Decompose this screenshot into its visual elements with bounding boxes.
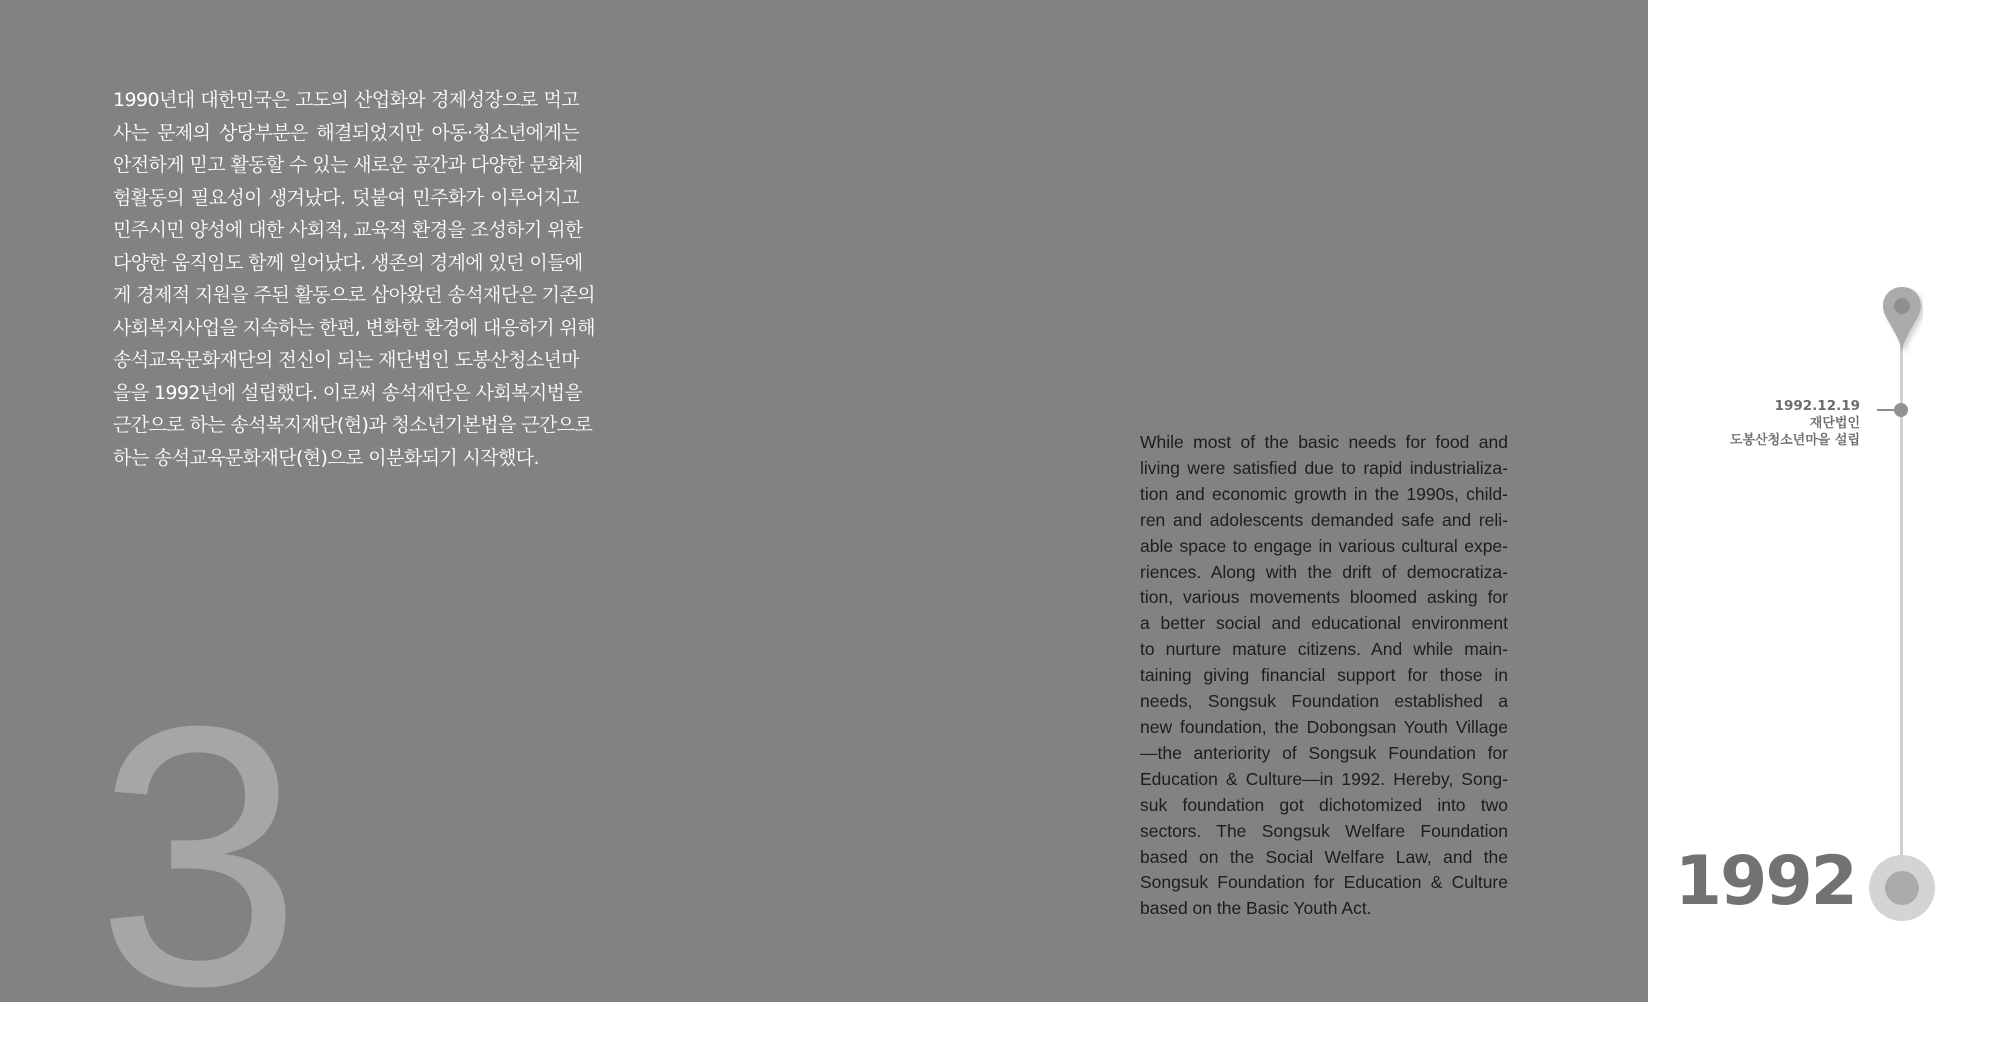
en-line: sectors. The Songsuk Welfare Foundation (1140, 820, 1508, 841)
en-line: based on the Social Welfare Law, and the (1140, 846, 1508, 867)
en-line: Education & Culture—in 1992. Hereby, Song- (1140, 768, 1508, 789)
timeline-line (1900, 345, 1903, 865)
en-line: new foundation, the Dobongsan Youth Village (1140, 716, 1508, 737)
event-line2: 도봉산청소년마을 설립 (1729, 433, 1860, 448)
en-line: tion and economic growth in the 1990s, child- (1140, 483, 1508, 504)
event-line1: 재단법인 (1809, 416, 1860, 431)
en-line: based on the Basic Youth Act. (1140, 898, 1372, 919)
ko-line: 송석교육문화재단의 전신이 되는 재단법인 도봉산청소년마 (113, 349, 579, 371)
timeline-event (1730, 398, 1860, 449)
ko-line: 게 경제적 지원을 주된 활동으로 삼아왔던 송석재단은 기존의 (113, 284, 595, 306)
en-line: Songsuk Foundation for Education & Culture (1140, 872, 1508, 893)
year-marker-inner (1885, 871, 1919, 905)
en-line: able space to engage in various cultural expe- (1140, 535, 1508, 556)
en-line: to nurture mature citizens. And while main- (1140, 639, 1508, 660)
en-line: needs, Songsuk Foundation established a (1140, 691, 1508, 712)
event-dot (1894, 403, 1908, 417)
en-line: tion, various movements bloomed asking for (1140, 587, 1508, 608)
en-line: While most of the basic needs for food and (1140, 432, 1508, 452)
timeline-year: 1992 (1674, 842, 1856, 921)
ko-line: 사는 문제의 상당부분은 해결되었지만 아동·청소년에게는 (113, 121, 579, 144)
english-paragraph (1140, 430, 1508, 922)
en-line: ren and adolescents demanded safe and reli- (1140, 509, 1508, 530)
en-line: —the anteriority of Songsuk Foundation for (1140, 742, 1508, 763)
event-date: 1992.12.19 (1774, 398, 1860, 414)
ko-line: 근간으로 하는 송석복지재단(현)과 청소년기본법을 근간으로 (113, 414, 593, 436)
en-line: suk foundation got dichotomized into two (1140, 794, 1508, 815)
korean-paragraph (113, 84, 595, 474)
en-line: living were satisfied due to rapid industrializa- (1140, 457, 1508, 478)
en-line: a better social and educational environment (1140, 613, 1508, 634)
ko-line: 을을 1992년에 설립했다. 이로써 송석재단은 사회복지법을 (113, 381, 583, 404)
section-number: 3 (96, 650, 292, 1063)
ko-line: 1990년대 대한민국은 고도의 산업화와 경제성장으로 먹고 (113, 89, 579, 111)
en-line: riences. Along with the drift of democratiza- (1140, 561, 1508, 582)
ko-line: 사회복지사업을 지속하는 한편, 변화한 환경에 대응하기 위해 (113, 316, 595, 339)
en-line: taining giving financial support for those in (1140, 665, 1508, 686)
ko-line: 하는 송석교육문화재단(현)으로 이분화되기 시작했다. (113, 446, 539, 469)
ko-line: 험활동의 필요성이 생겨났다. 덧붙여 민주화가 이루어지고 (113, 186, 579, 209)
ko-line: 안전하게 믿고 활동할 수 있는 새로운 공간과 다양한 문화체 (113, 154, 583, 176)
ko-line: 민주시민 양성에 대한 사회적, 교육적 환경을 조성하기 위한 (113, 219, 583, 241)
map-pin-icon (1881, 285, 1923, 355)
ko-line: 다양한 움직임도 함께 일어났다. 생존의 경계에 있던 이들에 (113, 251, 583, 274)
